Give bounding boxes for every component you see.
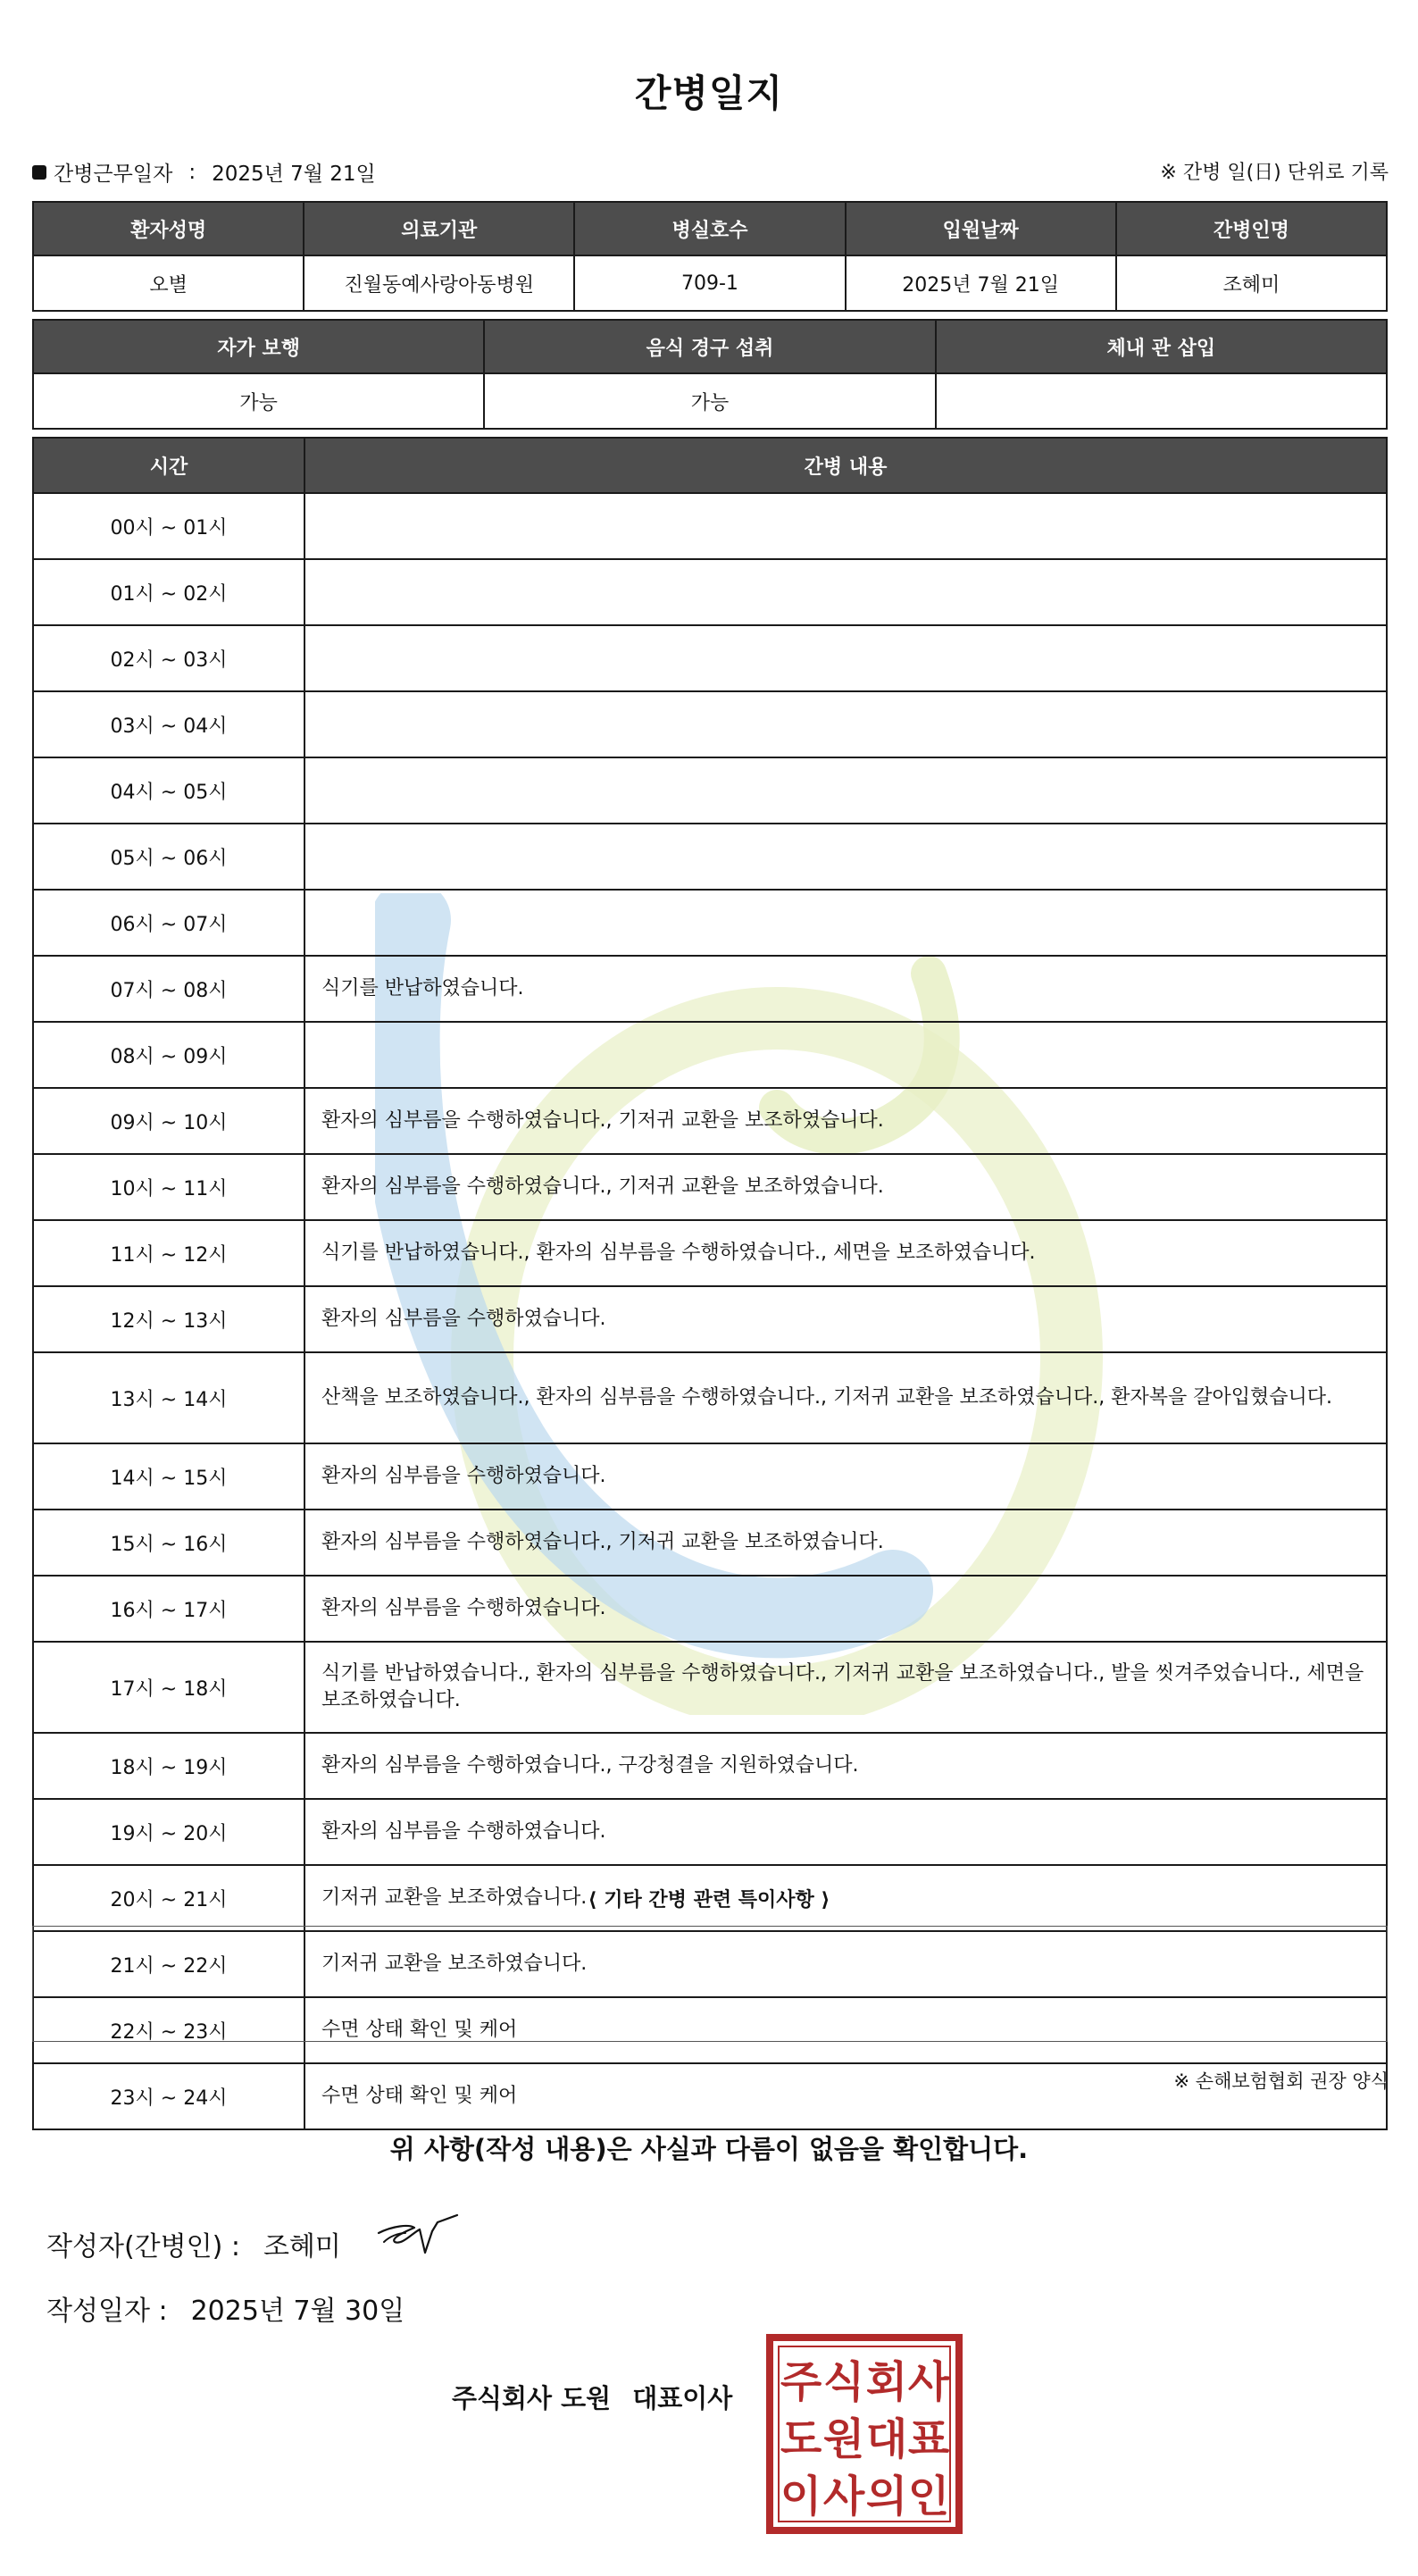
time-slot: 19시 ~ 20시 [33,1799,304,1865]
signature-mark [375,2206,464,2269]
remarks-box [32,1926,1388,2042]
time-slot: 15시 ~ 16시 [33,1510,304,1576]
time-slot: 23시 ~ 24시 [33,2063,304,2129]
header-tube-insertion: 체내 관 삽입 [936,320,1387,373]
svg-text:주: 주 [780,2357,822,2407]
time-slot: 04시 ~ 05시 [33,757,304,824]
status-value-row [33,373,1387,429]
svg-text:회: 회 [865,2357,908,2407]
care-content: 환자의 심부름을 수행하였습니다. [304,1286,1387,1352]
table-row [33,1220,1387,1286]
header-oral-intake: 음식 경구 섭취 [484,320,935,373]
table-row [33,956,1387,1022]
svg-text:의: 의 [865,2471,908,2522]
writer-line [46,2224,341,2263]
care-content: 환자의 심부름을 수행하였습니다. [304,1443,1387,1510]
time-slot: 12시 ~ 13시 [33,1286,304,1352]
svg-text:사: 사 [907,2357,950,2407]
care-content [304,1022,1387,1088]
svg-text:식: 식 [822,2357,865,2407]
care-content: 환자의 심부름을 수행하였습니다., 기저귀 교환을 보조하였습니다. [304,1154,1387,1220]
time-slot: 11시 ~ 12시 [33,1220,304,1286]
table-row [33,625,1387,691]
write-date-value: 2025년 7월 30일 [190,2296,405,2327]
care-content: 기저귀 교환을 보조하였습니다. [304,1931,1387,1997]
patient-value-row [33,255,1387,311]
header-self-walking: 자가 보행 [33,320,484,373]
company-line [452,2379,732,2415]
header-admission-date: 입원날짜 [846,202,1116,255]
write-date-line [46,2288,405,2328]
table-row [33,1154,1387,1220]
time-slot: 03시 ~ 04시 [33,691,304,757]
unit-note: ※ 간병 일(日) 단위로 기록 [1160,162,1389,184]
time-slot: 02시 ~ 03시 [33,625,304,691]
company-seal [766,2334,963,2534]
header-patient-name: 환자성명 [33,202,304,255]
care-content: 식기를 반납하였습니다., 환자의 심부름을 수행하였습니다., 세면을 보조하였습니다. [304,1220,1387,1286]
self-walking-value: 가능 [33,373,484,429]
header-time: 시간 [33,438,304,493]
time-slot: 05시 ~ 06시 [33,824,304,890]
header-hospital: 의료기관 [304,202,574,255]
hospital-name: 진월동예사랑아동병원 [304,255,574,311]
work-date-separator: : [188,160,196,184]
care-content: 산책을 보조하였습니다., 환자의 심부름을 수행하였습니다., 기저귀 교환을 보조하였습니다., 환자복을 갈아입혔습니다. [304,1352,1387,1443]
care-content: 환자의 심부름을 수행하였습니다., 구강청결을 지원하였습니다. [304,1733,1387,1799]
time-slot: 17시 ~ 18시 [33,1642,304,1733]
care-content [304,757,1387,824]
writer-label: 작성자(간병인) : [46,2231,240,2262]
time-slot: 21시 ~ 22시 [33,1931,304,1997]
work-date-label: 간병근무일자 [54,163,173,186]
care-content: 환자의 심부름을 수행하였습니다., 기저귀 교환을 보조하였습니다. [304,1088,1387,1154]
care-content [304,890,1387,956]
table-row [33,493,1387,559]
svg-text:원: 원 [822,2414,865,2464]
admission-date: 2025년 7월 21일 [846,255,1116,311]
time-slot: 06시 ~ 07시 [33,890,304,956]
care-content [304,824,1387,890]
time-slot: 00시 ~ 01시 [33,493,304,559]
tube-insertion-value [936,373,1387,429]
confirmation-statement: 위 사항(작성 내용)은 사실과 다름이 없음을 확인합니다. [389,2134,1029,2164]
writer-name: 조혜미 [263,2231,341,2262]
bullet-square-icon [32,165,46,180]
care-content: 환자의 심부름을 수행하였습니다. [304,1576,1387,1642]
care-content: 환자의 심부름을 수행하였습니다. [304,1799,1387,1865]
header-room-number: 병실호수 [574,202,845,255]
care-content: 기저귀 교환을 보조하였습니다. [304,1865,1387,1931]
patient-status-table [32,319,1388,430]
care-content [304,559,1387,625]
table-row [33,824,1387,890]
time-slot: 08시 ~ 09시 [33,1022,304,1088]
care-log-header-row [33,438,1387,493]
svg-text:도: 도 [780,2414,822,2464]
svg-text:표: 표 [907,2414,950,2464]
time-slot: 16시 ~ 17시 [33,1576,304,1642]
care-content [304,493,1387,559]
table-row [33,1443,1387,1510]
table-row [33,1286,1387,1352]
company-name: 주식회사 도원 [452,2383,612,2413]
table-row [33,691,1387,757]
header-care-content: 간병 내용 [304,438,1387,493]
write-date-label: 작성일자 : [46,2296,168,2327]
care-content: 식기를 반납하였습니다. [304,956,1387,1022]
status-header-row [33,320,1387,373]
time-slot: 22시 ~ 23시 [33,1997,304,2063]
svg-text:이: 이 [780,2471,822,2522]
table-row [33,559,1387,625]
time-slot: 20시 ~ 21시 [33,1865,304,1931]
care-content [304,691,1387,757]
time-slot: 14시 ~ 15시 [33,1443,304,1510]
svg-text:인: 인 [907,2471,950,2522]
svg-text:대: 대 [865,2414,908,2464]
oral-intake-value: 가능 [484,373,935,429]
table-row [33,1022,1387,1088]
room-number: 709-1 [574,255,845,311]
table-row [33,1733,1387,1799]
table-row [33,1799,1387,1865]
work-date-value: 2025년 7월 21일 [212,163,376,186]
table-row [33,890,1387,956]
work-date-line [32,157,376,187]
time-slot: 09시 ~ 10시 [33,1088,304,1154]
time-slot: 13시 ~ 14시 [33,1352,304,1443]
document-title: 간병일지 [634,71,784,115]
standard-form-note: ※ 손해보험협회 권장 양식 [1173,2070,1389,2092]
time-slot: 10시 ~ 11시 [33,1154,304,1220]
time-slot: 01시 ~ 02시 [33,559,304,625]
time-slot: 07시 ~ 08시 [33,956,304,1022]
care-content: 식기를 반납하였습니다., 환자의 심부름을 수행하였습니다., 기저귀 교환을 보조하였습니다., 발을 씻겨주었습니다., 세면을 보조하였습니다. [304,1642,1387,1733]
table-row [33,1576,1387,1642]
time-slot: 18시 ~ 19시 [33,1733,304,1799]
patient-header-row [33,202,1387,255]
care-content: 환자의 심부름을 수행하였습니다., 기저귀 교환을 보조하였습니다. [304,1510,1387,1576]
patient-name: 오별 [33,255,304,311]
table-row [33,757,1387,824]
patient-info-table [32,201,1388,312]
care-log-table [32,437,1388,2130]
table-row [33,1352,1387,1443]
care-content [304,625,1387,691]
care-content: 수면 상태 확인 및 케어 [304,2063,1387,2129]
table-row [33,1510,1387,1576]
caregiver-name: 조혜미 [1116,255,1387,311]
representative-title: 대표이사 [632,2383,733,2413]
header-caregiver-name: 간병인명 [1116,202,1387,255]
svg-text:사: 사 [822,2471,865,2522]
care-content: 수면 상태 확인 및 케어 [304,1997,1387,2063]
table-row [33,1642,1387,1733]
table-row [33,1088,1387,1154]
remarks-title: ⟨ 기타 간병 관련 특이사항 ⟩ [588,1889,830,1911]
